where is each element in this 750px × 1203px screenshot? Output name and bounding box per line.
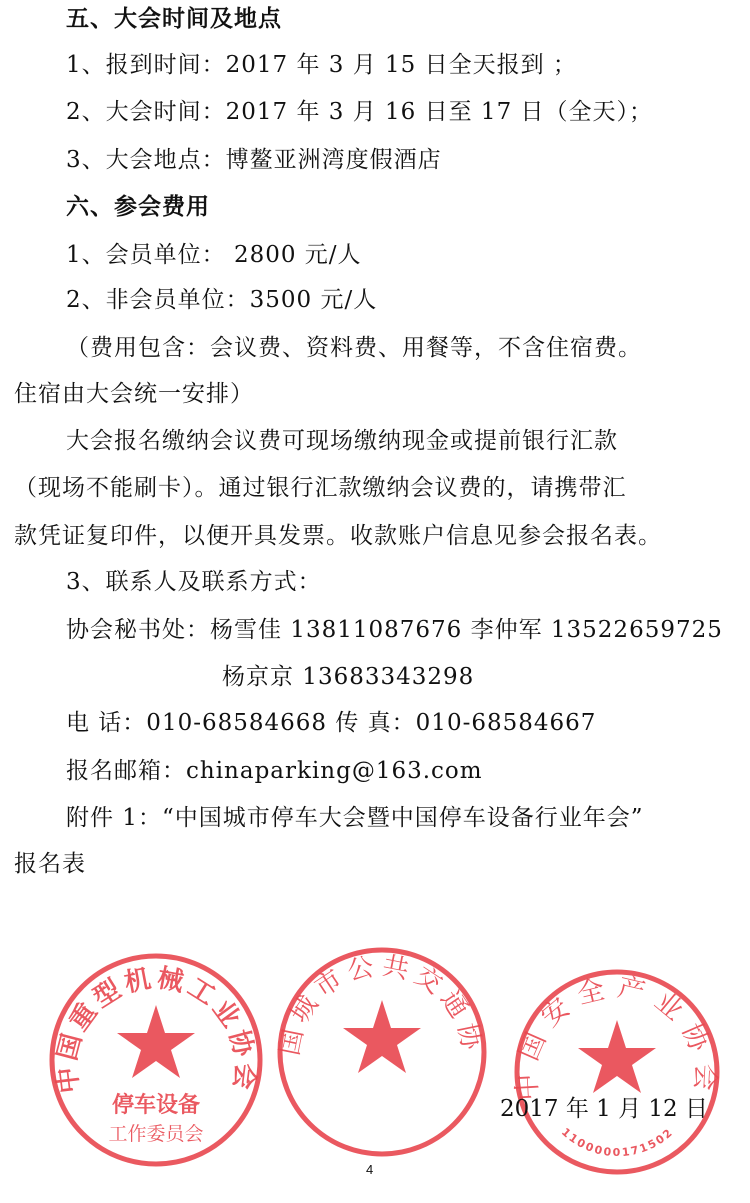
paragraph-line: 1、会员单位： 2800 元/人 [66,242,362,268]
attachment-line: 报名表 [14,851,86,877]
star-icon [578,1020,656,1093]
paragraph-line: （现场不能刷卡）。通过银行汇款缴纳会议费的，请携带汇 [14,475,627,501]
section-heading-fees: 六、参会费用 [66,194,210,220]
document-date: 2017 年 1 月 12 日 [500,1096,708,1122]
paragraph-line: 款凭证复印件，以便开具发票。收款账户信息见参会报名表。 [14,523,662,549]
paragraph-line: 住宿由大会统一安排） [14,381,254,407]
paragraph-line: 2、大会时间：2017 年 3 月 16 日至 17 日（全天）； [66,99,654,125]
paragraph-line: 3、大会地点：博鳌亚洲湾度假酒店 [66,147,442,173]
star-icon [117,1005,195,1078]
seal-text: 停车设备 [111,1093,201,1118]
section-heading-time-location: 五、大会时间及地点 [66,6,282,32]
paragraph-line: 大会报名缴纳会议费可现场缴纳现金或提前银行汇款 [66,428,618,454]
paragraph-line: 3、联系人及联系方式： [66,569,322,595]
contact-line: 协会秘书处：杨雪佳 13811087676 李仲军 13522659725 [66,617,723,643]
seal-text: 中国安全产业协会 [511,971,721,1102]
seal-text: 中国重型机械工业协会 [51,963,261,1095]
paragraph-line: 2、非会员单位：3500 元/人 [66,287,378,313]
official-seals [0,930,750,1203]
seal-text: 国城市公共交通协 [274,951,488,1058]
contact-line: 杨京京 13683343298 [222,664,475,690]
paragraph-line: 1、报到时间：2017 年 3 月 15 日全天报到 ； [66,52,577,78]
seal-text: 工作委员会 [108,1123,204,1145]
paragraph-line: （费用包含：会议费、资料费、用餐等，不含住宿费。 [66,335,642,361]
phone-fax-line: 电 话：010-68584668 传 真：010-68584667 [66,710,597,736]
svg-text:1100000171502 [559,1125,676,1159]
page-number: 4 [366,1162,374,1177]
attachment-line: 附件 1：“中国城市停车大会暨中国停车设备行业年会” [66,805,644,831]
star-icon [343,1000,421,1073]
seal-code: 1100000171502 [558,1125,677,1160]
email-line: 报名邮箱：chinaparking@163.com [66,758,483,784]
